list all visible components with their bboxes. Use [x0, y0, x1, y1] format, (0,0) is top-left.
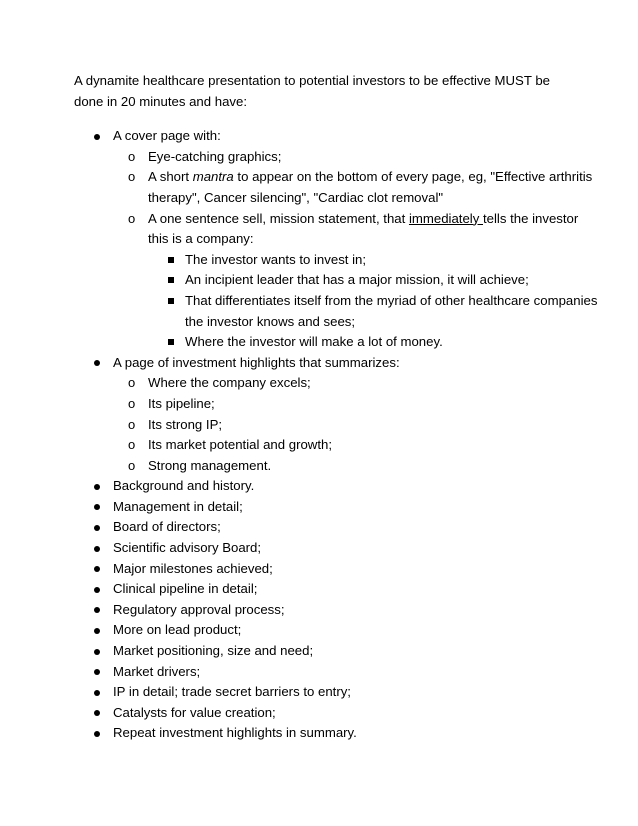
bullet-disc-icon: [94, 134, 100, 140]
list-item: [74, 517, 598, 538]
list-item: [111, 167, 598, 208]
list-item: [74, 682, 598, 703]
bullet-disc-icon: [94, 607, 100, 613]
list-item: [148, 332, 598, 353]
list-item: [74, 662, 598, 683]
mantra-text-before: A short: [148, 169, 193, 185]
bullet-circle-icon: o: [128, 457, 136, 473]
list-item: [148, 291, 598, 332]
list-item: [111, 147, 598, 168]
list-item: [111, 415, 598, 436]
bullet-square-icon: [168, 277, 174, 283]
bullet-disc-icon: [94, 710, 100, 716]
list-item-text: Management in detail;: [113, 498, 243, 514]
sell-text-before: A one sentence sell, mission statement, that: [148, 210, 409, 226]
list-item: [111, 456, 598, 477]
list-item-text: Strong management.: [148, 457, 272, 473]
list-item: [111, 394, 598, 415]
mantra-emphasis: mantra: [192, 169, 234, 185]
list-item-text: Where the investor will make a lot of money.: [185, 334, 443, 350]
bullet-disc-icon: [94, 628, 100, 634]
list-item-label: A cover page with:: [113, 128, 221, 144]
sell-sublist: [148, 250, 598, 353]
sell-underlined: immediately: [408, 210, 483, 226]
bullet-disc-icon: [94, 649, 100, 655]
intro-paragraph: A dynamite healthcare presentation to potential investors to be effective MUST be done in 20 minutes and have:: [74, 73, 551, 109]
bullet-disc-icon: [94, 669, 100, 675]
list-item-cover-page: [74, 126, 598, 353]
list-item: [74, 723, 598, 744]
list-item: [111, 209, 598, 353]
list-item-investment-highlights: [74, 353, 598, 477]
list-item-text: Market drivers;: [113, 663, 201, 679]
mantra-text-after: to appear on the bottom of every page, eg, "Effective arthritis therapy", Cancer silencing", "Cardiac clot removal": [148, 169, 593, 205]
bullet-disc-icon: [94, 566, 100, 572]
list-item-text: Scientific advisory Board;: [113, 540, 262, 556]
list-item: [74, 703, 598, 724]
bullet-disc-icon: [94, 731, 100, 737]
list-item: [74, 476, 598, 497]
bullet-square-icon: [168, 298, 174, 304]
list-item: [148, 250, 598, 271]
list-item-text: That differentiates itself from the myriad of other healthcare companies the investor knows and sees;: [185, 292, 598, 329]
list-item: [111, 435, 598, 456]
list-item-label: A page of investment highlights that summarizes:: [113, 354, 400, 370]
bullet-circle-icon: o: [128, 437, 136, 453]
bullet-square-icon: [168, 257, 174, 263]
bullet-disc-icon: [94, 546, 100, 552]
list-item-text: Regulatory approval process;: [113, 601, 285, 617]
list-item: [74, 600, 598, 621]
list-item: [74, 620, 598, 641]
cover-sublist: [113, 147, 598, 353]
list-item-text: Its strong IP;: [148, 416, 223, 432]
bullet-circle-icon: o: [128, 148, 136, 164]
list-item-text: Background and history.: [113, 478, 255, 494]
sell-text-after: tells the investor this is a company:: [148, 210, 579, 247]
list-item-text: Market positioning, size and need;: [113, 643, 314, 659]
list-item-text: Its pipeline;: [148, 395, 215, 411]
list-item-text: Repeat investment highlights in summary.: [113, 725, 357, 741]
bullet-circle-icon: o: [128, 210, 136, 226]
list-item-text: Clinical pipeline in detail;: [113, 581, 258, 597]
bullet-disc-icon: [94, 504, 100, 510]
list-item: [74, 497, 598, 518]
list-item-text: The investor wants to invest in;: [185, 251, 367, 267]
list-item-text: Eye-catching graphics;: [148, 148, 282, 164]
list-item: [111, 373, 598, 394]
bullet-circle-icon: o: [128, 416, 136, 432]
highlights-sublist: [113, 373, 598, 476]
list-item: [148, 270, 598, 291]
list-item-text: Catalysts for value creation;: [113, 704, 276, 720]
list-item: [74, 579, 598, 600]
bullet-disc-icon: [94, 484, 100, 490]
list-item: [74, 559, 598, 580]
bullet-disc-icon: [94, 690, 100, 696]
list-item-text: More on lead product;: [113, 622, 242, 638]
bullet-circle-icon: o: [128, 169, 136, 185]
bullet-circle-icon: o: [128, 375, 136, 391]
bullet-square-icon: [168, 339, 174, 345]
list-item: [74, 641, 598, 662]
list-item-text: Board of directors;: [113, 519, 221, 535]
bullet-disc-icon: [94, 587, 100, 593]
list-item-text: Major milestones achieved;: [113, 560, 273, 576]
list-item-text: Its market potential and growth;: [148, 437, 332, 453]
list-item: [74, 538, 598, 559]
list-item-text: An incipient leader that has a major mission, it will achieve;: [185, 272, 529, 288]
bullet-disc-icon: [94, 525, 100, 531]
list-item-text: Where the company excels;: [148, 375, 311, 391]
list-item-text: IP in detail; trade secret barriers to entry;: [113, 684, 351, 700]
requirements-list: [74, 126, 598, 744]
bullet-disc-icon: [94, 360, 100, 366]
bullet-circle-icon: o: [128, 395, 136, 411]
